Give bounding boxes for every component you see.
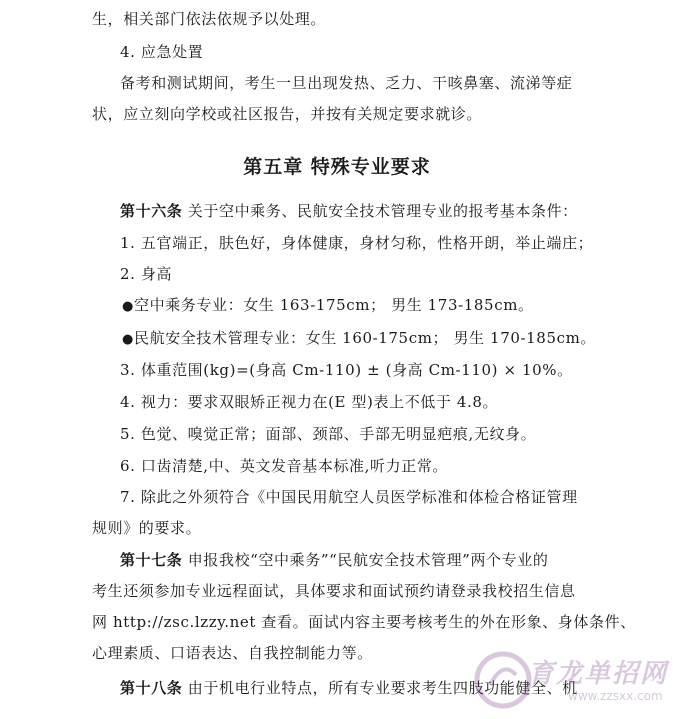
bullet-icon: ● [122, 299, 134, 314]
bullet-item [122, 328, 674, 350]
paragraph-line: 生，相关部门依法依规予以处理。 [92, 10, 327, 28]
article-17 [120, 550, 674, 570]
bullet-text: 民航安全技术管理专业：女生 160-175cm； 男生 170-185cm。 [134, 329, 597, 347]
article-label: 第十六条 [120, 202, 183, 220]
chapter-title: 第五章 特殊专业要求 [243, 156, 431, 178]
bullet-item [122, 295, 674, 317]
list-item: 3. 体重范围(kg)=(身高 Cm-110) ± (身高 Cm-110) × 10%。 [120, 361, 573, 379]
list-item: 2. 身高 [120, 265, 173, 283]
section-heading: 4. 应急处置 [120, 43, 204, 61]
list-item: 6. 口齿清楚,中、英文发音基本标准,听力正常。 [120, 457, 449, 475]
paragraph-line: 备考和测试期间，考生一旦出现发热、乏力、干咳鼻塞、流涕等症 [120, 74, 573, 92]
paragraph-line: 状，应立刻向学校或社区报告，并按有关规定要求就诊。 [92, 105, 483, 123]
watermark-text: 育龙单招网 [528, 659, 669, 689]
site-watermark [468, 645, 668, 715]
article-text: 申报我校“空中乘务”“民航安全技术管理”两个专业的 [182, 551, 549, 569]
paragraph-line: 心理素质、口语表达、自我控制能力等。 [92, 644, 373, 662]
list-item-continued: 规则》的要求。 [92, 519, 202, 537]
article-label: 第十七条 [120, 551, 183, 569]
bullet-icon: ● [122, 332, 134, 347]
list-item: 1. 五官端正，肤色好，身体健康，身材匀称，性格开朗，举止端庄； [120, 234, 594, 252]
paragraph-line: 考生还须参加专业远程面试，具体要求和面试预约请登录我校招生信息 [92, 582, 576, 600]
list-item: 7. 除此之外须符合《中国民用航空人员医学标准和体检合格证管理 [120, 488, 578, 506]
watermark-url: www.zzsxx.com [568, 689, 663, 703]
list-item: 5. 色觉、嗅觉正常；面部、颈部、手部无明显疤痕,无纹身。 [120, 425, 537, 443]
paragraph-line: 网 http://zsc.lzzy.net 查看。面试内容主要考核考生的外在形象、身体条件、 [92, 613, 636, 631]
article-text: 关于空中乘务、民航安全技术管理专业的报考基本条件： [182, 202, 578, 220]
article-16 [120, 201, 674, 221]
article-label: 第十八条 [120, 679, 183, 697]
bullet-text: 空中乘务专业：女生 163-175cm； 男生 173-185cm。 [134, 296, 534, 314]
article-text: 由于机电行业特点，所有专业要求考生四肢功能健全、机 [182, 679, 578, 697]
list-item: 4. 视力：要求双眼矫正视力在(E 型)表上不低于 4.8。 [120, 393, 499, 411]
